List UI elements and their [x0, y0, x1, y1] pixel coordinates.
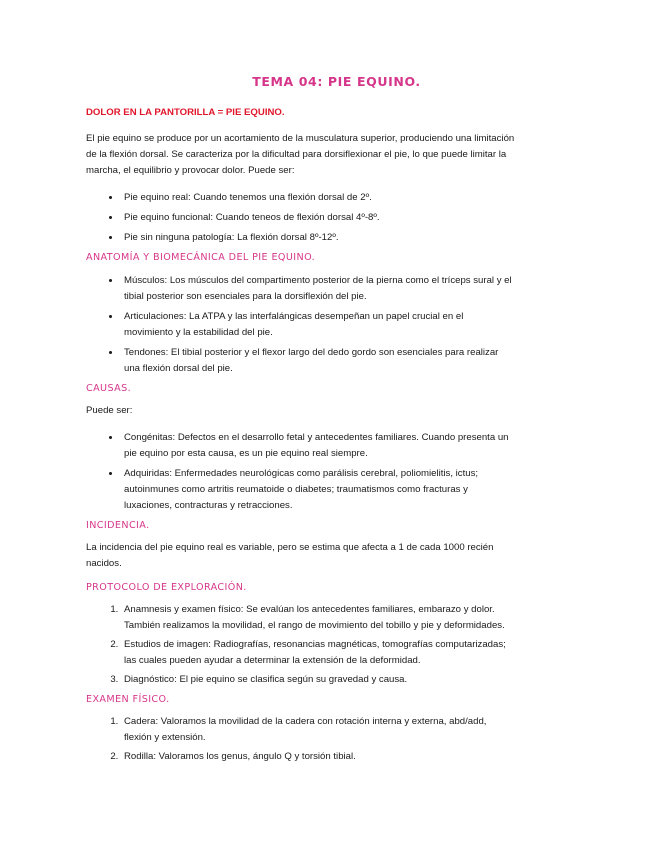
page-title: TEMA 04: PIE EQUINO. [252, 74, 421, 89]
list-item: 1. Cadera: Valoramos la movilidad de la cadera con rotación interna y externa, abd/add, flexión y extensión. [121, 714, 515, 746]
list-item: • Articulaciones: La ATPA y las interfalángicas desempeñan un papel crucial en el movimiento y la estabilidad del pie. [121, 308, 515, 341]
list-item: • Congénitas: Defectos en el desarrollo fetal y antecedentes familiares. Cuando presenta un pie equino por esta causa, es un pie equino real siempre. [121, 429, 515, 462]
list-item: • Pie sin ninguna patología: La flexión dorsal 8º-12º. [121, 229, 515, 246]
anatomia-list [86, 272, 515, 377]
list-item: • Tendones: El tibial posterior y el flexor largo del dedo gordo son esenciales para realizar una flexión dorsal del pie. [121, 344, 515, 377]
list-item: • Adquiridas: Enfermedades neurológicas como parálisis cerebral, poliomielitis, ictus; autoinmunes como artritis reumatoide o diabetes; traumatismos como fracturas y luxaciones, contracturas y retracciones. [121, 465, 515, 514]
list-item: 2. Estudios de imagen: Radiografías, resonancias magnéticas, tomografías computarizadas; las cuales pueden ayudar a determinar la extensión de la deformidad. [121, 637, 515, 669]
intro-list [86, 189, 515, 246]
examen-list [86, 714, 515, 765]
section-heading-causas: CAUSAS. [86, 383, 132, 394]
list-item: 3. Diagnóstico: El pie equino se clasifica según su gravedad y causa. [121, 672, 515, 688]
list-item: • Músculos: Los músculos del compartimento posterior de la pierna como el tríceps sural y el tibial posterior son esenciales para la dorsiflexión del pie. [121, 272, 515, 305]
section-heading-incidencia: INCIDENCIA. [86, 520, 150, 531]
list-item: 2. Rodilla: Valoramos los genus, ángulo Q y torsión tibial. [121, 749, 515, 765]
intro-heading: DOLOR EN LA PANTORILLA = PIE EQUINO. [86, 107, 285, 118]
section-heading-anatomia: ANATOMÍA Y BIOMECÁNICA DEL PIE EQUINO. [86, 252, 316, 263]
section-heading-protocolo: PROTOCOLO DE EXPLORACIÓN. [86, 582, 247, 593]
incidencia-paragraph: La incidencia del pie equino real es variable, pero se estima que afecta a 1 de cada 1000 recién nacidos. [86, 542, 494, 569]
causas-list [86, 429, 515, 514]
intro-paragraph: El pie equino se produce por un acortamiento de la musculatura superior, produciendo una limitación de la flexión dorsal. Se caracteriza por la dificultad para dorsiflexionar el pie, lo que puede limitar la marcha, el equilibrio y provocar dolor. Puede ser: [86, 133, 515, 176]
protocolo-list [86, 602, 515, 688]
section-heading-examen: EXAMEN FÍSICO. [86, 694, 170, 705]
causas-intro: Puede ser: [86, 405, 133, 416]
list-item: 1. Anamnesis y examen físico: Se evalúan los antecedentes familiares, embarazo y dolor. También realizamos la movilidad, el rango de movimiento del tobillo y pie y deformidades. [121, 602, 515, 634]
list-item: • Pie equino real: Cuando tenemos una flexión dorsal de 2º. [121, 189, 515, 206]
list-item: • Pie equino funcional: Cuando teneos de flexión dorsal 4º-8º. [121, 209, 515, 226]
